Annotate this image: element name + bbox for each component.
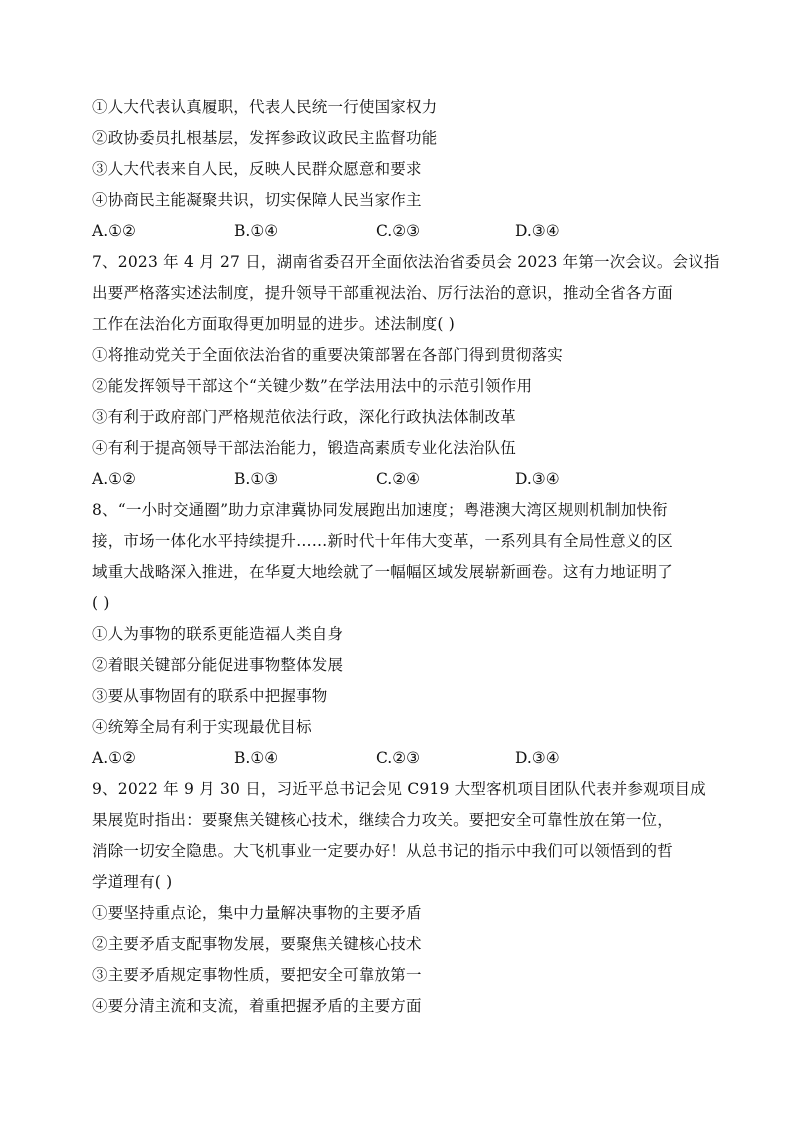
answer-choices (92, 216, 712, 247)
choice-d: D.③④ (515, 222, 560, 240)
choice-b: B.①④ (234, 749, 279, 767)
option-line: ④协商民主能凝聚共识，切实保障人民当家作主 (92, 191, 422, 209)
question-stem-line: 7、2023 年 4 月 27 日，湖南省委召开全面依法治省委员会 2023 年第一次会议。会议指 (92, 253, 720, 271)
option-line: ②政协委员扎根基层，发挥参政议政民主监督功能 (92, 129, 438, 147)
choice-c: C.②③ (376, 222, 421, 240)
question-stem-line: ( ) (92, 594, 110, 612)
choice-d: D.③④ (515, 749, 560, 767)
question-stem-line: 接，市场一体化水平持续提升……新时代十年伟大变革，一系列具有全局性意义的区 (92, 532, 673, 550)
choice-b: B.①④ (234, 222, 279, 240)
question-stem-line: 学道理有( ) (92, 873, 173, 891)
option-line: ②能发挥领导干部这个“关键少数”在学法用法中的示范引领作用 (92, 377, 533, 395)
option-line: ①将推动党关于全面依法治省的重要决策部署在各部门得到贯彻落实 (92, 346, 564, 364)
question-6-continuation (92, 92, 712, 247)
option-line: ①人为事物的联系更能造福人类自身 (92, 625, 344, 643)
choice-c: C.②③ (376, 749, 421, 767)
question-stem-line: 8、“一小时交通圈”助力京津冀协同发展跑出加速度；粤港澳大湾区规则机制加快衔 (92, 501, 668, 519)
answer-choices (92, 464, 712, 495)
option-line: ②主要矛盾支配事物发展，要聚焦关键核心技术 (92, 935, 422, 953)
question-stem-line: 工作在法治化方面取得更加明显的进步。述法制度( ) (92, 315, 456, 333)
option-line: ④要分清主流和支流，着重把握矛盾的主要方面 (92, 997, 422, 1015)
choice-d: D.③④ (515, 470, 560, 488)
document-page (92, 92, 720, 1022)
question-8 (92, 495, 712, 774)
choice-a: A.①② (92, 222, 136, 240)
question-stem-line: 出要严格落实述法制度，提升领导干部重视法治、厉行法治的意识，推动全省各方面 (92, 284, 673, 302)
option-line: ③人大代表来自人民，反映人民群众愿意和要求 (92, 160, 422, 178)
choice-b: B.①③ (234, 470, 279, 488)
option-line: ③要从事物固有的联系中把握事物 (92, 687, 328, 705)
question-stem-line: 9、2022 年 9 月 30 日，习近平总书记会见 C919 大型客机项目团队代表并参观项目成 (92, 780, 706, 798)
question-stem-line: 果展览时指出：要聚焦关键核心技术，继续合力攻关。要把安全可靠性放在第一位， (92, 811, 673, 829)
answer-choices (92, 743, 712, 774)
question-stem-line: 消除一切安全隐患。大飞机事业一定要办好！从总书记的指示中我们可以领悟到的哲 (92, 842, 673, 860)
question-7 (92, 247, 720, 495)
choice-a: A.①② (92, 749, 136, 767)
option-line: ④有利于提高领导干部法治能力，锻造高素质专业化法治队伍 (92, 439, 516, 457)
option-line: ②着眼关键部分能促进事物整体发展 (92, 656, 344, 674)
question-9 (92, 774, 712, 1022)
option-line: ③有利于政府部门严格规范依法行政，深化行政执法体制改革 (92, 408, 516, 426)
choice-c: C.②④ (376, 470, 421, 488)
option-line: ③主要矛盾规定事物性质，要把安全可靠放第一 (92, 966, 422, 984)
question-stem-line: 域重大战略深入推进，在华夏大地绘就了一幅幅区域发展崭新画卷。这有力地证明了 (92, 563, 673, 581)
option-line: ①人大代表认真履职，代表人民统一行使国家权力 (92, 98, 438, 116)
option-line: ④统筹全局有利于实现最优目标 (92, 718, 312, 736)
option-line: ①要坚持重点论，集中力量解决事物的主要矛盾 (92, 904, 422, 922)
choice-a: A.①② (92, 470, 136, 488)
